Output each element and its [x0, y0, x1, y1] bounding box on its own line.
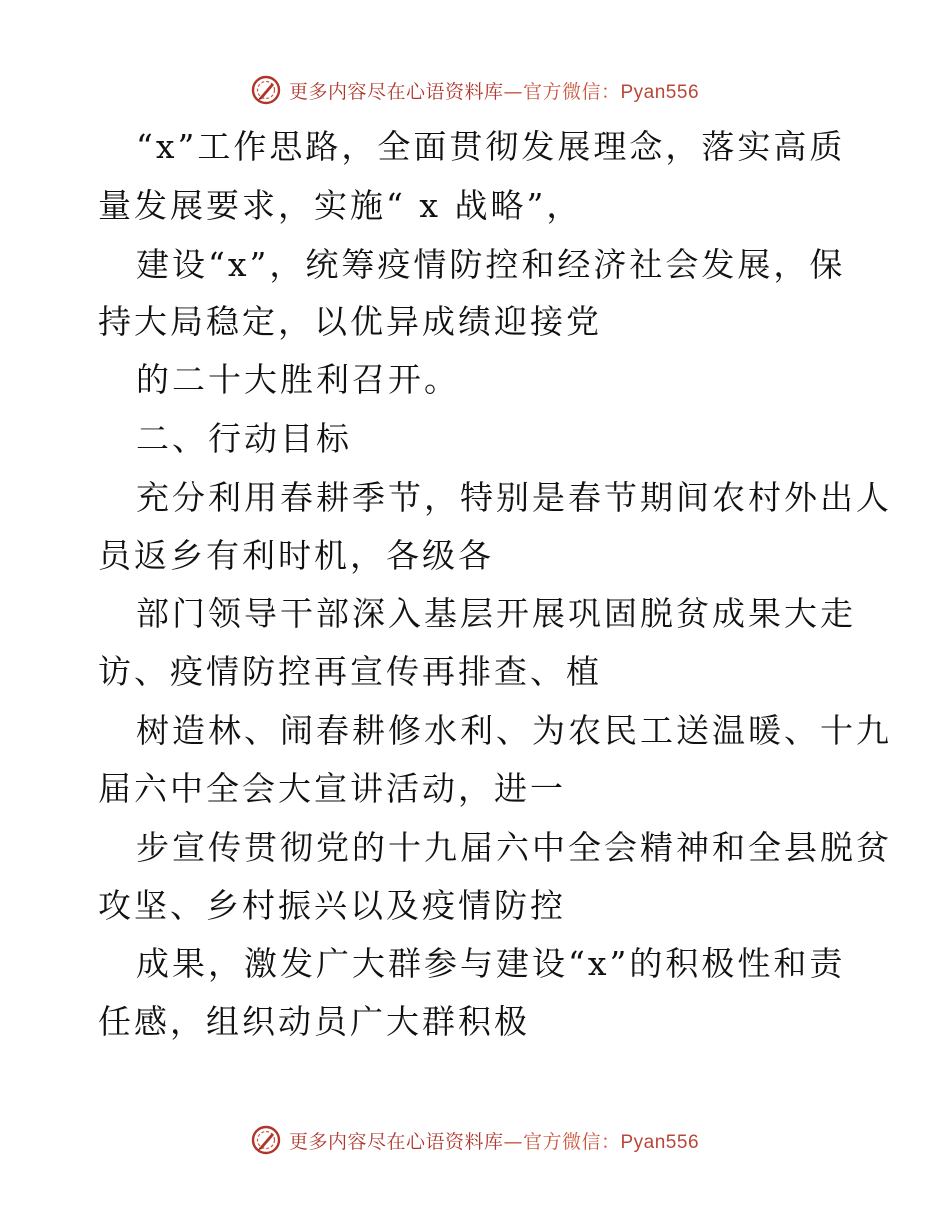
paragraph-line: 持大局稳定，以优异成绩迎接党: [98, 302, 602, 341]
paragraph-line: 部门领导干部深入基层开展巩固脱贫成果大走: [136, 594, 856, 633]
paragraph-line: 届六中全会大宣讲活动，进一: [98, 769, 566, 808]
section-heading: 二、行动目标: [136, 419, 352, 458]
quill-logo-icon: [251, 1125, 281, 1155]
header-watermark-text: 更多内容尽在心语资料库—官方微信：Pyan556: [288, 80, 700, 103]
paragraph-line: 建设“x”，统筹疫情防控和经济社会发展，保: [136, 245, 846, 284]
paragraph-line: 步宣传贯彻党的十九届六中全会精神和全县脱贫: [136, 828, 892, 867]
paragraph-line: 树造林、闹春耕修水利、为农民工送温暖、十九: [136, 711, 892, 750]
paragraph-line: 访、疫情防控再宣传再排查、植: [98, 652, 602, 691]
paragraph-line: 员返乡有利时机，各级各: [98, 536, 494, 575]
footer-watermark-banner: [0, 1120, 950, 1160]
paragraph-line: 量发展要求，实施“ x 战略”，: [98, 186, 583, 225]
paragraph-line: 攻坚、乡村振兴以及疫情防控: [98, 886, 566, 925]
footer-watermark-text: 更多内容尽在心语资料库—官方微信：Pyan556: [288, 1130, 700, 1153]
paragraph-line: 充分利用春耕季节，特别是春节期间农村外出人: [136, 478, 892, 517]
paragraph-line: 成果，激发广大群参与建设“x”的积极性和责: [136, 944, 846, 983]
paragraph-line: 的二十大胜利召开。: [136, 360, 460, 399]
paragraph-line: “x”工作思路，全面贯彻发展理念，落实高质: [136, 127, 846, 166]
paragraph-line: 任感，组织动员广大群积极: [98, 1002, 530, 1041]
